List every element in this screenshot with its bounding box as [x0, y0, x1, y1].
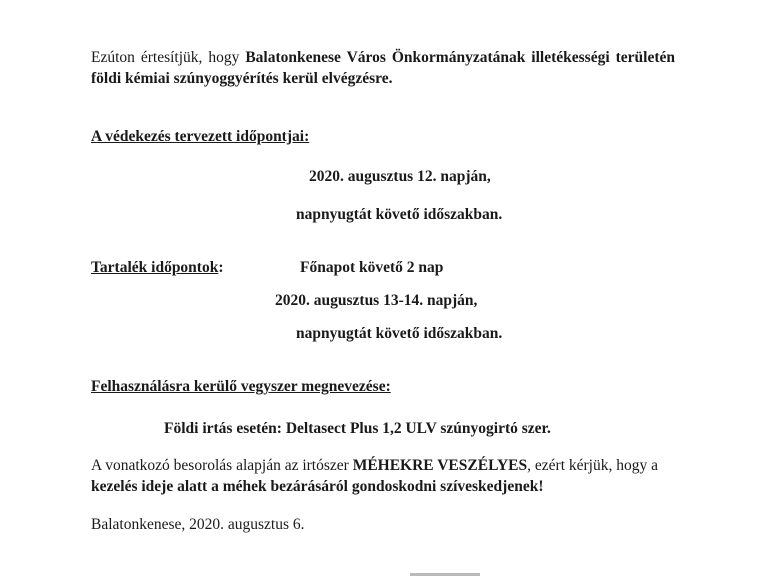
planned-time: napnyugtát követő időszakban. [296, 206, 503, 223]
reserve-note: Főnapot követő 2 nap [300, 259, 444, 276]
chemical-heading: Felhasználásra kerülő vegyszer megnevezése: [91, 378, 391, 395]
reserve-time: napnyugtát követő időszakban. [296, 325, 503, 342]
warning-text-2: , ezért kérjük, hogy a [527, 457, 658, 474]
reserve-heading-text: Tartalék időpontok [91, 259, 219, 276]
intro-text: Ezúton értesítjük, hogy [91, 49, 246, 66]
planned-heading: A védekezés tervezett időpontjai: [91, 128, 310, 145]
planned-date: 2020. augusztus 12. napján, [309, 168, 491, 185]
place-date: Balatonkenese, 2020. augusztus 6. [91, 516, 305, 533]
warning-paragraph [91, 455, 691, 497]
warning-text-1: A vonatkozó besorolás alapján az irtószer [91, 457, 353, 474]
warning-bold-2: kezelés ideje alatt a méhek bezárásáról gondoskodni szíveskedjenek! [91, 478, 544, 495]
reserve-heading [91, 259, 224, 277]
cropped-signature-fragment [410, 566, 490, 576]
intro-bold-text: Balatonkenese Város Önkormányzatának illetékességi területén földi kémiai szúnyoggyérítés kerül elvégzésre. [91, 49, 675, 87]
intro-paragraph [91, 47, 675, 89]
reserve-heading-colon: : [218, 259, 224, 276]
reserve-date: 2020. augusztus 13-14. napján, [275, 292, 478, 309]
chemical-line: Földi irtás esetén: Deltasect Plus 1,2 ULV szúnyogirtó szer. [164, 420, 551, 437]
warning-bold-1: MÉHEKRE VESZÉLYES [352, 457, 528, 474]
